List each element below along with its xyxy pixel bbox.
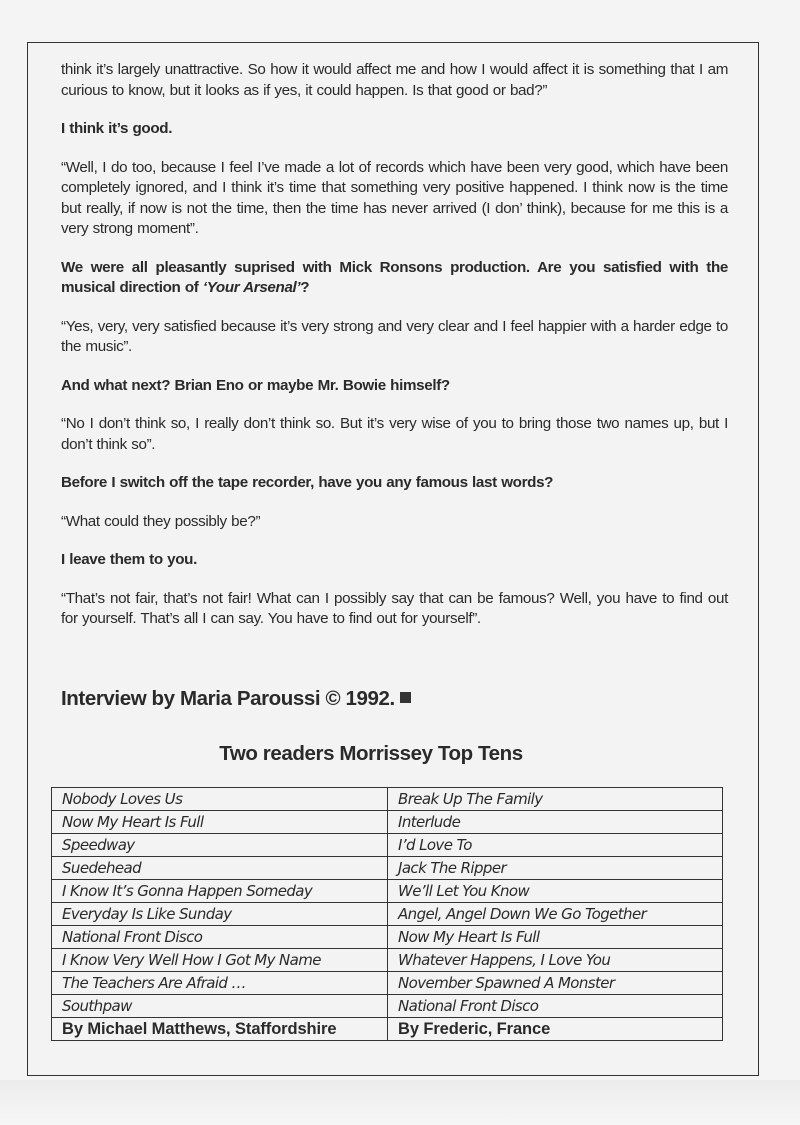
table-row xyxy=(52,880,723,903)
question-paragraph xyxy=(61,258,728,299)
table-row xyxy=(52,857,723,880)
table-row xyxy=(52,788,723,811)
question-text-end: ? xyxy=(300,279,310,296)
answer-paragraph: think it’s largely unattractive. So how it would affect me and how I would affect it is something that I am curious to know, but it looks as if yes, it could happen. Is that good or bad?” xyxy=(61,61,728,99)
scan-bottom-shading xyxy=(0,1080,800,1125)
right-song-cell: Interlude xyxy=(388,811,723,834)
interview-credit xyxy=(61,687,411,711)
question-paragraph: I leave them to you. xyxy=(61,551,197,568)
right-song-cell: I’d Love To xyxy=(388,834,723,857)
right-song-cell: Angel, Angel Down We Go Together xyxy=(388,903,723,926)
right-song-cell: National Front Disco xyxy=(388,995,723,1018)
left-song-cell: Speedway xyxy=(52,834,388,857)
left-song-cell: Southpaw xyxy=(52,995,388,1018)
left-song-cell: I Know It’s Gonna Happen Someday xyxy=(52,880,388,903)
right-song-cell: We’ll Let You Know xyxy=(388,880,723,903)
left-song-cell: National Front Disco xyxy=(52,926,388,949)
table-row xyxy=(52,995,723,1018)
table-row xyxy=(52,926,723,949)
answer-paragraph: “Well, I do too, because I feel I’ve made a lot of records which have been very good, which have been completely ignored, and I think it’s time that something very positive happened. I think now is the time but really, if now is not the time, then the time has never arrived (I don’ think), because for me this is a very strong moment”. xyxy=(61,158,728,237)
top-tens-table xyxy=(51,787,723,1041)
right-byline: By Frederic, France xyxy=(388,1018,723,1041)
top-tens-title: Two readers Morrissey Top Tens xyxy=(219,742,523,765)
question-paragraph: Before I switch off the tape recorder, have you any famous last words? xyxy=(61,474,554,491)
table-row xyxy=(52,949,723,972)
table-row xyxy=(52,972,723,995)
answer-paragraph: “No I don’t think so, I really don’t think so. But it’s very wise of you to bring those two names up, but I don’t think so”. xyxy=(61,415,728,453)
right-song-cell: Jack The Ripper xyxy=(388,857,723,880)
answer-paragraph: “Yes, very, very satisfied because it’s very strong and very clear and I feel happier with a harder edge to the music”. xyxy=(61,317,728,355)
left-song-cell: I Know Very Well How I Got My Name xyxy=(52,949,388,972)
question-text: We were all pleasantly suprised with Mick Ronsons production. Are you satisfied with the musical direction of xyxy=(61,258,728,296)
right-song-cell: November Spawned A Monster xyxy=(388,972,723,995)
question-paragraph: I think it’s good. xyxy=(61,120,173,137)
table-row xyxy=(52,903,723,926)
question-paragraph: And what next? Brian Eno or maybe Mr. Bowie himself? xyxy=(61,376,450,394)
left-song-cell: Everyday Is Like Sunday xyxy=(52,903,388,926)
album-title: ‘Your Arsenal’ xyxy=(202,279,301,296)
table-row xyxy=(52,811,723,834)
table-row xyxy=(52,834,723,857)
byline-row xyxy=(52,1018,723,1041)
answer-paragraph: “What could they possibly be?” xyxy=(61,512,261,530)
answer-paragraph: “That’s not fair, that’s not fair! What can I possibly say that can be famous? Well, you have to find out for yourself. That’s all I can say. You have to find out for yourself”. xyxy=(61,589,728,627)
left-song-cell: The Teachers Are Afraid … xyxy=(52,972,388,995)
right-song-cell: Whatever Happens, I Love You xyxy=(388,949,723,972)
left-byline: By Michael Matthews, Staffordshire xyxy=(52,1018,388,1041)
credit-text: Interview by Maria Paroussi © 1992. xyxy=(61,687,395,710)
right-song-cell: Now My Heart Is Full xyxy=(388,926,723,949)
left-song-cell: Nobody Loves Us xyxy=(52,788,388,811)
interview-body xyxy=(61,60,728,765)
right-song-cell: Break Up The Family xyxy=(388,788,723,811)
left-song-cell: Suedehead xyxy=(52,857,388,880)
end-mark-square-icon xyxy=(400,692,411,703)
left-song-cell: Now My Heart Is Full xyxy=(52,811,388,834)
